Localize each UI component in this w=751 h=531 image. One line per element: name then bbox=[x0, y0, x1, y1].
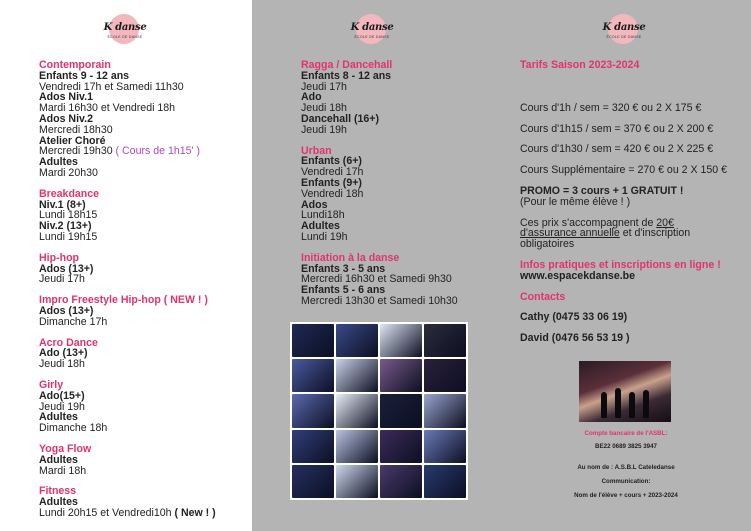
course-list-left bbox=[39, 60, 249, 519]
course-schedule: Jeudi 18h bbox=[39, 358, 85, 371]
course-schedule: Lundi18h bbox=[301, 209, 345, 222]
bank-title: Compte bancaire de l'ASBL: bbox=[584, 430, 668, 437]
contact-cathy: Cathy (0475 33 06 19) bbox=[520, 311, 628, 324]
collage-photo bbox=[292, 394, 334, 427]
course-group: Adultes bbox=[39, 453, 78, 466]
course-schedule: Lundi 19h15 bbox=[39, 230, 98, 243]
contact-david: David (0476 56 53 19 ) bbox=[520, 332, 630, 345]
course-title: Hip-hop bbox=[39, 251, 80, 264]
bank-number: BE22 0689 3825 3947 bbox=[595, 443, 657, 450]
collage-photo bbox=[292, 430, 334, 463]
course-title: Acro Dance bbox=[39, 336, 98, 349]
course-schedule: Dimanche 17h bbox=[39, 315, 108, 328]
collage-photo bbox=[380, 394, 422, 427]
course-group: Ados Niv.1 bbox=[39, 91, 93, 104]
course-group: Adultes bbox=[301, 220, 340, 233]
logo: K danse ÉCOLE DE DANSE bbox=[103, 14, 147, 44]
course-group: Ado (13+) bbox=[39, 347, 88, 360]
collage-photo bbox=[336, 430, 378, 463]
bank-holder: Au nom de : A.S.B.L Cateledanse bbox=[577, 464, 675, 471]
course-group: Enfants 9 - 12 ans bbox=[39, 69, 130, 82]
course-group: Ados (13+) bbox=[39, 262, 94, 275]
collage-photo bbox=[292, 359, 334, 392]
logo: K danse ÉCOLE DE DANSE bbox=[602, 14, 646, 44]
photo-collage bbox=[290, 322, 468, 500]
course-schedule: Jeudi 17h bbox=[39, 273, 85, 286]
panel-right bbox=[504, 0, 751, 531]
course-schedule: Mercredi 13h30 et Samedi 10h30 bbox=[301, 294, 458, 307]
course-schedule: Lundi 20h15 et Vendredi10h ( New ! ) bbox=[39, 506, 216, 519]
course-note: ( Cours de 1h15' ) bbox=[112, 145, 201, 158]
contacts-title: Contacts bbox=[520, 290, 566, 303]
course-schedule: Mercredi 19h30 ( Cours de 1h15' ) bbox=[39, 145, 201, 158]
course-group: Enfants (9+) bbox=[301, 176, 362, 189]
price-line: Cours d'1h30 / sem = 420 € ou 2 X 225 € bbox=[520, 143, 714, 156]
assurance-text-3: obligatoires bbox=[520, 238, 575, 251]
collage-photo bbox=[424, 359, 466, 392]
new-badge: ( New ! ) bbox=[171, 506, 216, 519]
course-schedule: Lundi 18h15 bbox=[39, 209, 98, 222]
course-schedule: Vendredi 17h bbox=[301, 166, 364, 179]
course-schedule: Mardi 18h bbox=[39, 464, 87, 477]
course-title: Fitness bbox=[39, 485, 77, 498]
collage-photo bbox=[292, 324, 334, 357]
course-group: Niv.1 (8+) bbox=[39, 198, 86, 211]
collage-photo bbox=[424, 324, 466, 357]
course-group: Ado(15+) bbox=[39, 389, 85, 402]
course-title: Urban bbox=[301, 144, 332, 157]
course-schedule: Mercredi 18h30 bbox=[39, 123, 113, 136]
course-group: Ado bbox=[301, 91, 322, 104]
course-list-middle bbox=[301, 60, 501, 307]
course-group: Adultes bbox=[39, 411, 78, 424]
collage-photo bbox=[380, 465, 422, 498]
course-schedule: Jeudi 18h bbox=[301, 102, 347, 115]
collage-photo bbox=[424, 394, 466, 427]
course-group: Ados Niv.2 bbox=[39, 112, 93, 125]
collage-photo bbox=[336, 324, 378, 357]
collage-photo bbox=[336, 465, 378, 498]
collage-photo bbox=[292, 465, 334, 498]
course-title: Girly bbox=[39, 378, 64, 391]
website-link[interactable]: www.espacekdanse.be bbox=[520, 269, 636, 282]
assurance-text-2: d'assurance annuelle et d'inscription bbox=[520, 227, 691, 240]
course-schedule: Vendredi 18h bbox=[301, 187, 364, 200]
course-schedule: Lundi 19h bbox=[301, 230, 348, 243]
course-group: Enfants 5 - 6 ans bbox=[301, 284, 386, 297]
course-schedule: Dimanche 18h bbox=[39, 422, 108, 435]
course-group: Enfants (6+) bbox=[301, 155, 362, 168]
course-schedule: Mardi 16h30 et Vendredi 18h bbox=[39, 102, 176, 115]
promo-sub: (Pour le même élève ! ) bbox=[520, 195, 631, 208]
collage-photo bbox=[380, 324, 422, 357]
panel-left bbox=[0, 0, 252, 531]
communication-label: Communication: bbox=[601, 478, 651, 485]
course-group: Ados bbox=[301, 198, 328, 211]
course-group: Adultes bbox=[39, 496, 78, 509]
pricing-info bbox=[520, 60, 745, 344]
course-schedule: Mercredi 16h30 et Samedi 9h30 bbox=[301, 273, 452, 286]
course-group: Enfants 8 - 12 ans bbox=[301, 69, 392, 82]
course-schedule: Jeudi 19h bbox=[301, 123, 347, 136]
course-group: Atelier Choré bbox=[39, 134, 106, 147]
communication-value: Nom de l'élève + cours + 2023-2024 bbox=[574, 492, 678, 499]
logo: K danse ÉCOLE DE DANSE bbox=[350, 14, 394, 44]
infos-title: Infos pratiques et inscriptions en ligne ! bbox=[520, 258, 721, 271]
collage-photo bbox=[380, 359, 422, 392]
course-group: Enfants 3 - 5 ans bbox=[301, 262, 386, 275]
course-group: Dancehall (16+) bbox=[301, 112, 380, 125]
course-title: Impro Freestyle Hip-hop ( NEW ! ) bbox=[39, 294, 208, 307]
course-schedule: Jeudi 19h bbox=[39, 400, 85, 413]
promo: PROMO = 3 cours + 1 GRATUIT ! bbox=[520, 184, 684, 197]
course-title: Contemporain bbox=[39, 59, 111, 71]
tarifs-title: Tarifs Saison 2023-2024 bbox=[520, 59, 640, 71]
collage-photo bbox=[336, 359, 378, 392]
dancers-photo bbox=[579, 361, 671, 422]
collage-photo bbox=[424, 465, 466, 498]
course-group: Adultes bbox=[39, 156, 78, 169]
collage-photo bbox=[380, 430, 422, 463]
course-group: Niv.2 (13+) bbox=[39, 220, 92, 233]
course-title: Initiation à la danse bbox=[301, 251, 400, 264]
course-group: Ados (13+) bbox=[39, 304, 94, 317]
price-line: Cours Supplémentaire = 270 € ou 2 X 150 € bbox=[520, 164, 728, 177]
course-schedule: Mardi 20h30 bbox=[39, 166, 98, 179]
collage-photo bbox=[336, 394, 378, 427]
course-title: Ragga / Dancehall bbox=[301, 59, 393, 71]
price-line: Cours d'1h15 / sem = 370 € ou 2 X 200 € bbox=[520, 122, 714, 135]
price-line: Cours d'1h / sem = 320 € ou 2 X 175 € bbox=[520, 101, 702, 114]
course-schedule: Vendredi 17h et Samedi 11h30 bbox=[39, 80, 184, 93]
course-schedule: Jeudi 17h bbox=[301, 80, 347, 93]
assurance-text: Ces prix s'accompagnent de 20€ bbox=[520, 216, 674, 229]
course-title: Breakdance bbox=[39, 187, 100, 200]
collage-photo bbox=[424, 430, 466, 463]
course-title: Yoga Flow bbox=[39, 442, 92, 455]
